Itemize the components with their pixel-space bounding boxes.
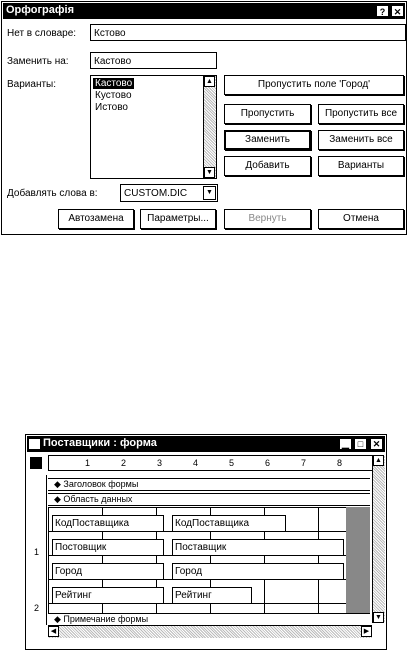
detail-section[interactable]: ◆ Область данных [48, 493, 370, 506]
help-button[interactable]: ? [376, 5, 389, 17]
replace-all-button[interactable]: Заменить все [318, 130, 404, 150]
section-label: Примечание формы [63, 614, 149, 624]
add-button[interactable]: Добавить [224, 156, 311, 176]
ruler-mark: 1 [85, 458, 91, 468]
minimize-button[interactable]: ▁ [339, 438, 352, 450]
scroll-right-icon[interactable]: ▶ [361, 626, 372, 637]
field-supplier[interactable]: Поставщик [172, 539, 344, 556]
suggest-button[interactable]: Варианты [318, 156, 404, 176]
label-city[interactable]: Город [52, 563, 164, 580]
form-footer-section[interactable]: ◆ Примечание формы [48, 613, 370, 626]
suggestions-scrollbar[interactable] [203, 76, 216, 178]
form-vertical-scrollbar[interactable] [372, 455, 385, 623]
not-in-dict-field[interactable]: Кстово [90, 24, 406, 41]
ruler-mark: 6 [265, 458, 271, 468]
section-label: Область данных [63, 494, 133, 504]
skip-field-button[interactable]: Пропустить поле 'Город' [224, 75, 404, 95]
vertical-ruler [28, 475, 47, 625]
form-title-bar [27, 436, 385, 452]
close-button[interactable]: ✕ [391, 5, 404, 17]
spelling-title-bar [3, 3, 405, 19]
label-supplier-id[interactable]: КодПоставщика [52, 515, 164, 532]
spelling-dialog [1, 1, 407, 235]
form-header-section[interactable]: ◆ Заголовок формы [48, 478, 370, 491]
scroll-down-icon[interactable]: ▼ [373, 612, 384, 623]
replace-with-field[interactable]: Кастово [90, 52, 217, 69]
form-title: Поставщики : форма [43, 437, 157, 449]
form-horizontal-scrollbar[interactable] [48, 625, 372, 638]
ruler-mark: 4 [193, 458, 199, 468]
ruler-mark: 5 [229, 458, 235, 468]
list-item[interactable]: Кастово [95, 78, 133, 89]
undo-button[interactable]: Вернуть [224, 209, 311, 229]
ruler-mark: 2 [121, 458, 127, 468]
suggestions-list[interactable] [90, 75, 217, 179]
label-supplier[interactable]: Постовщик [52, 539, 164, 556]
cancel-button[interactable]: Отмена [318, 209, 404, 229]
form-design-window [25, 434, 387, 650]
skip-button[interactable]: Пропустить [224, 104, 311, 124]
replace-with-label: Заменить на: [7, 56, 69, 67]
not-in-dict-label: Нет в словаре: [7, 28, 77, 39]
add-words-label: Добавлять слова в: [7, 188, 98, 199]
ruler-mark: 8 [337, 458, 343, 468]
replace-button[interactable]: Заменить [224, 130, 311, 150]
scroll-up-icon[interactable]: ▲ [204, 76, 215, 87]
ruler-mark: 7 [301, 458, 307, 468]
section-label: Заголовок формы [63, 479, 139, 489]
autocorrect-button[interactable]: Автозамена [58, 209, 134, 229]
field-supplier-id[interactable]: КодПоставщика [172, 515, 286, 532]
list-item[interactable]: Кустово [95, 90, 132, 101]
dictionary-value: CUSTOM.DIC [124, 188, 188, 199]
list-item[interactable]: Истово [95, 102, 128, 113]
scroll-up-icon[interactable]: ▲ [373, 455, 384, 466]
field-rating[interactable]: Рейтинг [172, 587, 252, 604]
label-rating[interactable]: Рейтинг [52, 587, 164, 604]
detail-background [346, 507, 370, 615]
suggestions-label: Варианты: [7, 79, 57, 90]
options-button[interactable]: Параметры... [140, 209, 216, 229]
ruler-mark: 2 [34, 603, 40, 613]
maximize-button[interactable]: □ [354, 438, 367, 450]
ruler-mark: 1 [34, 547, 40, 557]
scroll-left-icon[interactable]: ◀ [48, 626, 59, 637]
spelling-title: Орфографія [6, 4, 74, 16]
scroll-down-icon[interactable]: ▼ [204, 167, 215, 178]
horizontal-ruler [48, 455, 382, 471]
ruler-mark: 3 [157, 458, 163, 468]
chevron-down-icon[interactable]: ▼ [203, 186, 216, 200]
field-city[interactable]: Город [172, 563, 344, 580]
close-button[interactable]: ✕ [370, 438, 383, 450]
dictionary-select[interactable] [120, 184, 218, 202]
form-selector[interactable] [30, 457, 42, 469]
skip-all-button[interactable]: Пропустить все [318, 104, 404, 124]
form-icon [29, 439, 40, 449]
